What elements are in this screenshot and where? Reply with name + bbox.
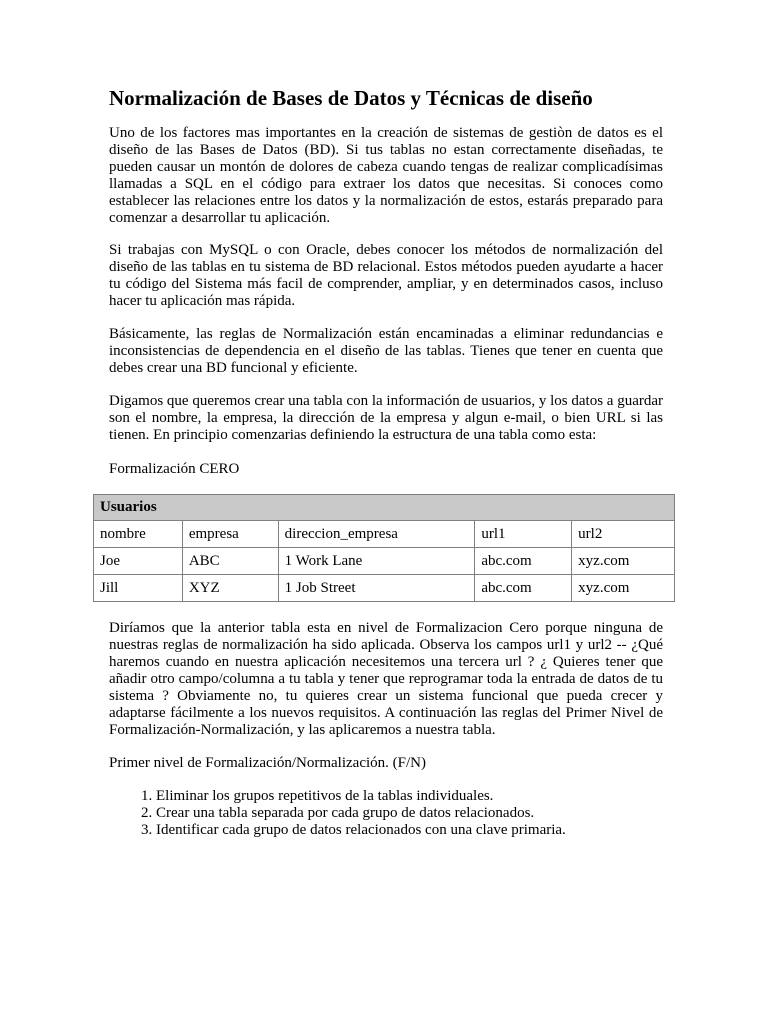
table-cell: 1 Job Street [278,575,475,602]
list-item: 2. Crear una tabla separada por cada grupo de datos relacionados. [156,805,566,822]
table-row [94,575,675,602]
table-cell: xyz.com [572,575,675,602]
table-row [94,548,675,575]
table-caption: Usuarios [94,495,675,521]
analysis-paragraph: Diríamos que la anterior tabla esta en nivel de Formalizacion Cero porque ninguna de nuestras reglas de normalización ha sido aplicada. Observa los campos url1 y url2 -- ¿Qué haremos cuando en nuestra aplicación necesitemos una tercera url ? ¿ Quieres tener que añadir otro campo/columna a tu tabla y tener que reprogramar toda la entrada de datos de tu sistema ? Obviamente no, tu quieres crear un sistema funcional que pueda crecer y adaptarse fácilmente a los nuevos requisitos. A continuación las reglas del Primer Nivel de Formalización-Normalización, y las aplicaremos a nuestra tabla. [109,620,663,738]
column-header: direccion_empresa [278,521,475,548]
table-cell: xyz.com [572,548,675,575]
column-header: url2 [572,521,675,548]
methods-paragraph: Si trabajas con MySQL o con Oracle, debes conocer los métodos de normalización del diseño de las tablas en tu sistema de BD relacional. Estos métodos pueden ayudarte a hacer tu código del Sistema más facil de comprender, ampliar, y en determinados casos, incluso hacer tu aplicación mas rápida. [109,242,663,309]
table-cell: ABC [182,548,278,575]
intro-paragraph: Uno de los factores mas importantes en la creación de sistemas de gestiòn de datos es el diseño de las Bases de Datos (BD). Si tus tablas no estan correctamente diseñadas, te pueden causar un montón de dolores de cabeza cuando tengas de realizar complicadísimas llamadas a SQL en el código para extraer los datos que necesitas. Si conoces como establecer las relaciones entre los datos y la normalización de estos, estarás preparado para comenzar a desarrollar tu aplicación. [109,125,663,226]
column-header: url1 [475,521,572,548]
table-header-row [94,521,675,548]
table-cell: abc.com [475,548,572,575]
column-header: nombre [94,521,183,548]
example-paragraph: Digamos que queremos crear una tabla con la información de usuarios, y los datos a guardar son el nombre, la empresa, la dirección de la empresa y algun e-mail, o bien URL si las tienen. En principio comenzarias definiendo la estructura de una tabla como esta: [109,393,663,443]
table-cell: abc.com [475,575,572,602]
rules-list [130,788,566,839]
usuarios-table [93,494,675,602]
table-cell: XYZ [182,575,278,602]
formalization-label: Formalización CERO [109,461,240,477]
table-cell: Jill [94,575,183,602]
table-caption-row [94,495,675,521]
rules-paragraph: Básicamente, las reglas de Normalización están encaminadas a eliminar redundancias e inconsistencias de dependencia en el diseño de las tablas. Tienes que tener en cuenta que debes crear una BD funcional y eficiente. [109,326,663,376]
first-level-label: Primer nivel de Formalización/Normalización. (F/N) [109,755,426,771]
list-item: 3. Identificar cada grupo de datos relacionados con una clave primaria. [156,822,566,839]
list-item: 1. Eliminar los grupos repetitivos de la tablas individuales. [156,788,566,805]
table-cell: 1 Work Lane [278,548,475,575]
column-header: empresa [182,521,278,548]
document-title: Normalización de Bases de Datos y Técnicas de diseño [109,86,593,110]
table-cell: Joe [94,548,183,575]
